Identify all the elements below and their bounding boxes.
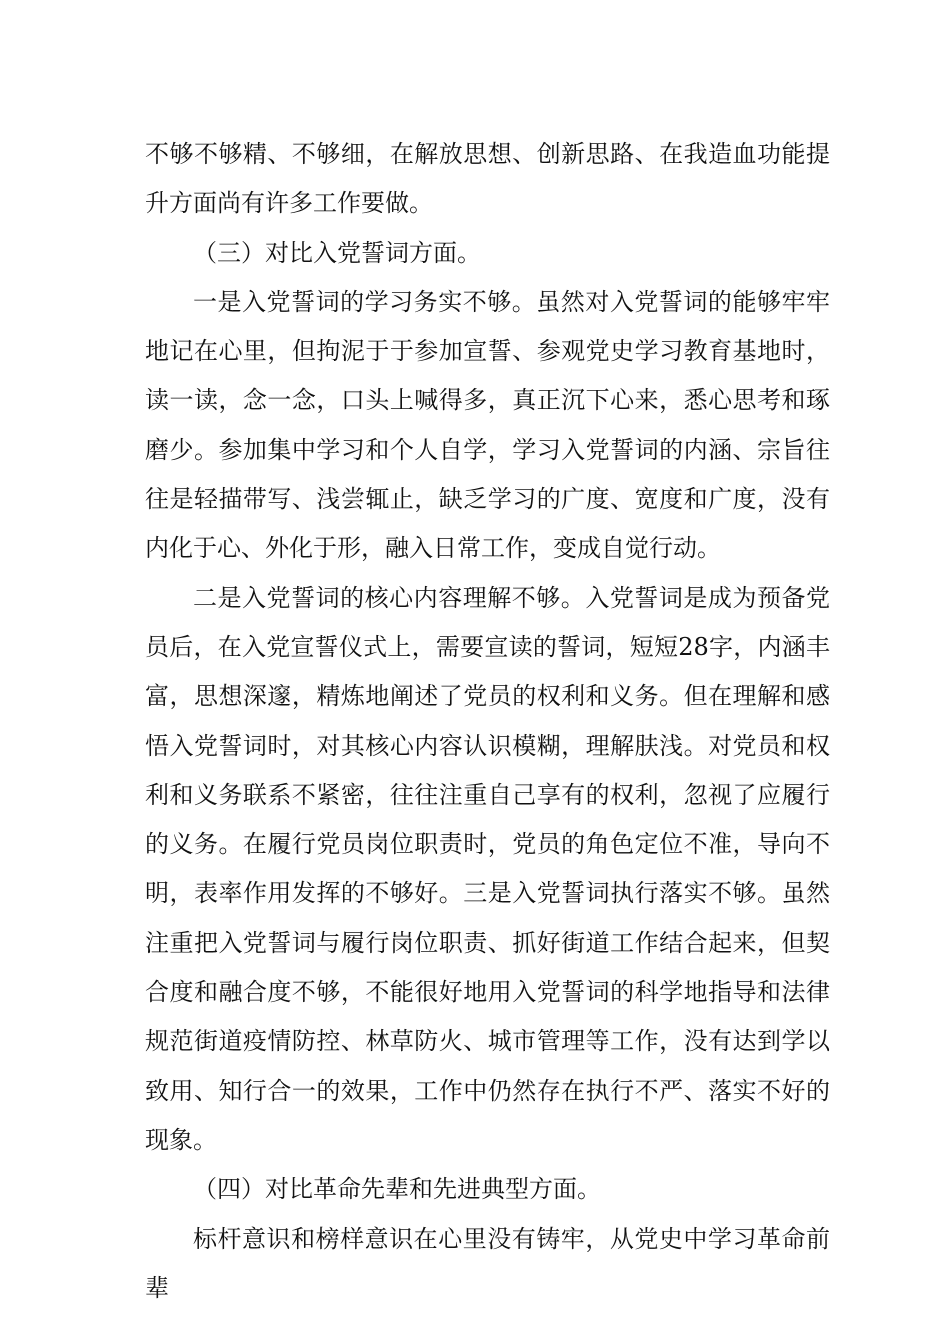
paragraph-oath-study: 一是入党誓词的学习务实不够。虽然对入党誓词的能够牢牢地记在心里，但拘泥于于参加宣誓、参观党史学习教育基地时，读一读，念一念，口头上喊得多，真正沉下心来，悉心思考和琢磨少。参加集中学习和个人自学，学习入党誓词的内涵、宗旨往往是轻描带写、浅尝辄止，缺乏学习的广度、宽度和广度，没有内化于心、外化于形，融入日常工作，变成自觉行动。 <box>145 287 830 563</box>
paragraph-role-models: 标杆意识和榜样意识在心里没有铸牢，从党史中学习革命前辈 <box>145 1224 830 1302</box>
paragraph-oath-understanding: 二是入党誓词的核心内容理解不够。入党誓词是成为预备党员后，在入党宣誓仪式上，需要宣读的誓词，短短28字，内涵丰富，思想深邃，精炼地阐述了党员的权利和义务。但在理解和感悟入党誓词时，对其核心内容认识模糊，理解肤浅。对党员和权利和义务联系不紧密，往往注重自己享有的权利，忽视了应履行的义务。在履行党员岗位职责时，党员的角色定位不准，导向不明，表率作用发挥的不够好。三是入党誓词执行落实不够。虽然注重把入党誓词与履行岗位职责、抓好街道工作结合起来，但契合度和融合度不够，不能很好地用入党誓词的科学地指导和法律规范街道疫情防控、林草防火、城市管理等工作，没有达到学以致用、知行合一的效果，工作中仍然存在执行不严、落实不好的现象。 <box>145 583 830 1154</box>
section-heading-4: （四）对比革命先辈和先进典型方面。 <box>193 1175 601 1204</box>
section-heading-3: （三）对比入党誓词方面。 <box>193 238 481 267</box>
document-body <box>145 130 830 1313</box>
paragraph-continuation: 不够不够精、不够细，在解放思想、创新思路、在我造血功能提升方面尚有许多工作要做。 <box>145 140 830 218</box>
